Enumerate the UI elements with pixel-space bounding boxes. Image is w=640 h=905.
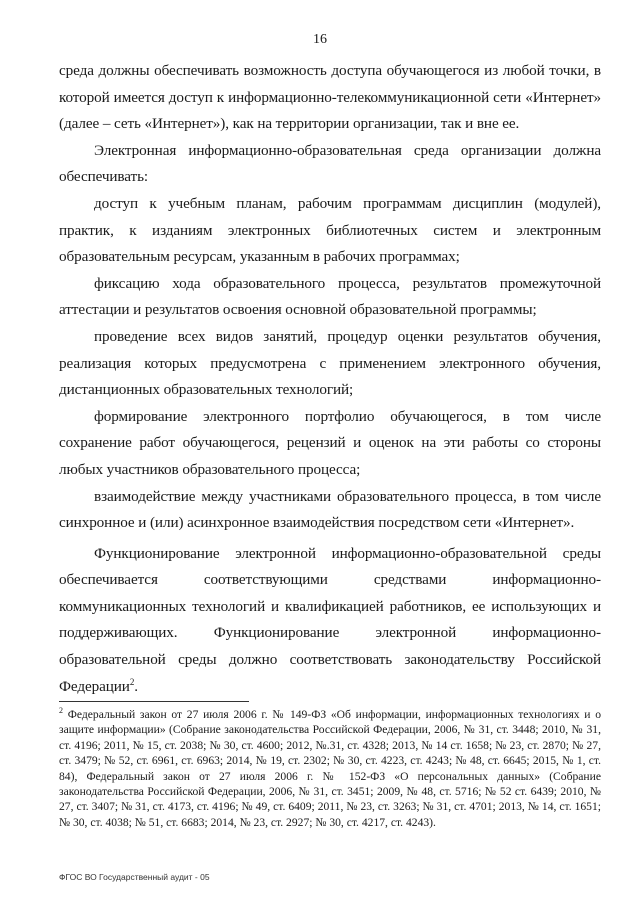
footnote-reference: 2: [129, 676, 135, 687]
footnote-text: Федеральный закон от 27 июля 2006 г. № 149-ФЗ «Об информации, информационных технологиях и о защите информации» (Собрание законодательства Российской Федерации, 2006, № 31, ст. 3448; 2010, № 31, ст. 4196; 2011, № 15, ст. 2038; № 30, ст. 4600; 2012, №.31, ст. 4328; 2013, № 14 ст. 1658; № 23, ст. 2870; № 27, ст. 3479; № 52, ст. 6961, ст. 6963; 2014, № 19, ст. 2302; № 30, ст. 4223, ст. 4243; № 48, ст. 6645; 2015, № 1, ст. 84), Федеральный закон от 27 июля 2006 г. № 152-ФЗ «О персональных данных» (Собрание законодательства Российской Федерации, 2006, № 31, ст. 3451; 2009, № 48, ст. 5716; № 52 ст. 6439; 2010, № 27, ст. 3407; № 31, ст. 4173, ст. 4196; № 49, ст. 6409; 2011, № 23, ст. 3263; № 31, ст. 4701; 2013, № 14, ст. 1651; № 30, ст. 4038; № 51, ст. 6683; 2014, № 23, ст. 2927; № 30, ст. 4217, ст. 4243).: [59, 708, 601, 829]
paragraph-6: формирование электронного портфолио обучающегося, в том числе сохранение работ обучающегося, рецензий и оценок на эти работы со стороны любых участников образовательного процесса;: [59, 407, 601, 478]
paragraph-5: проведение всех видов занятий, процедур оценки результатов обучения, реализация которых предусмотрена с применением электронного обучения, дистанционных образовательных технологий;: [59, 327, 601, 399]
paragraph-3: доступ к учебным планам, рабочим программам дисциплин (модулей), практик, к изданиям электронных библиотечных систем и электронным образовательным ресурсам, указанным в рабочих программах;: [59, 194, 601, 266]
body-text: [59, 58, 601, 700]
paragraph-7: взаимодействие между участниками образовательного процесса, в том числе синхронное и (или) асинхронное взаимодействия посредством сети «Интернет».: [59, 487, 601, 532]
paragraph-8-end: .: [134, 677, 138, 695]
page-number: 16: [313, 32, 327, 47]
footnote-separator: [59, 701, 249, 702]
footnote-marker: 2: [59, 706, 63, 716]
paragraph-8-text: Функционирование электронной информационно-образовательной среды обеспечивается соответствующими средствами информационно-коммуникационных технологий и квалификацией работников, ее использующих и поддерживающих. Функционирование электронной информационно-образовательной среды должно соответствовать законодательству Российской Федерации: [59, 544, 601, 695]
paragraph-8: [59, 541, 601, 701]
footnote: [59, 707, 601, 830]
paragraph-2: Электронная информационно-образовательная среда организации должна обеспечивать:: [59, 141, 601, 186]
paragraph-4: фиксацию хода образовательного процесса, результатов промежуточной аттестации и результатов освоения основной образовательной программы;: [59, 274, 601, 319]
paragraph-1: среда должны обеспечивать возможность доступа обучающегося из любой точки, в которой имеется доступ к информационно-телекоммуникационной сети «Интернет» (далее – сеть «Интернет»), как на территории организации, так и вне ее.: [59, 62, 601, 133]
document-footer: ФГОС ВО Государственный аудит - 05: [59, 872, 210, 882]
